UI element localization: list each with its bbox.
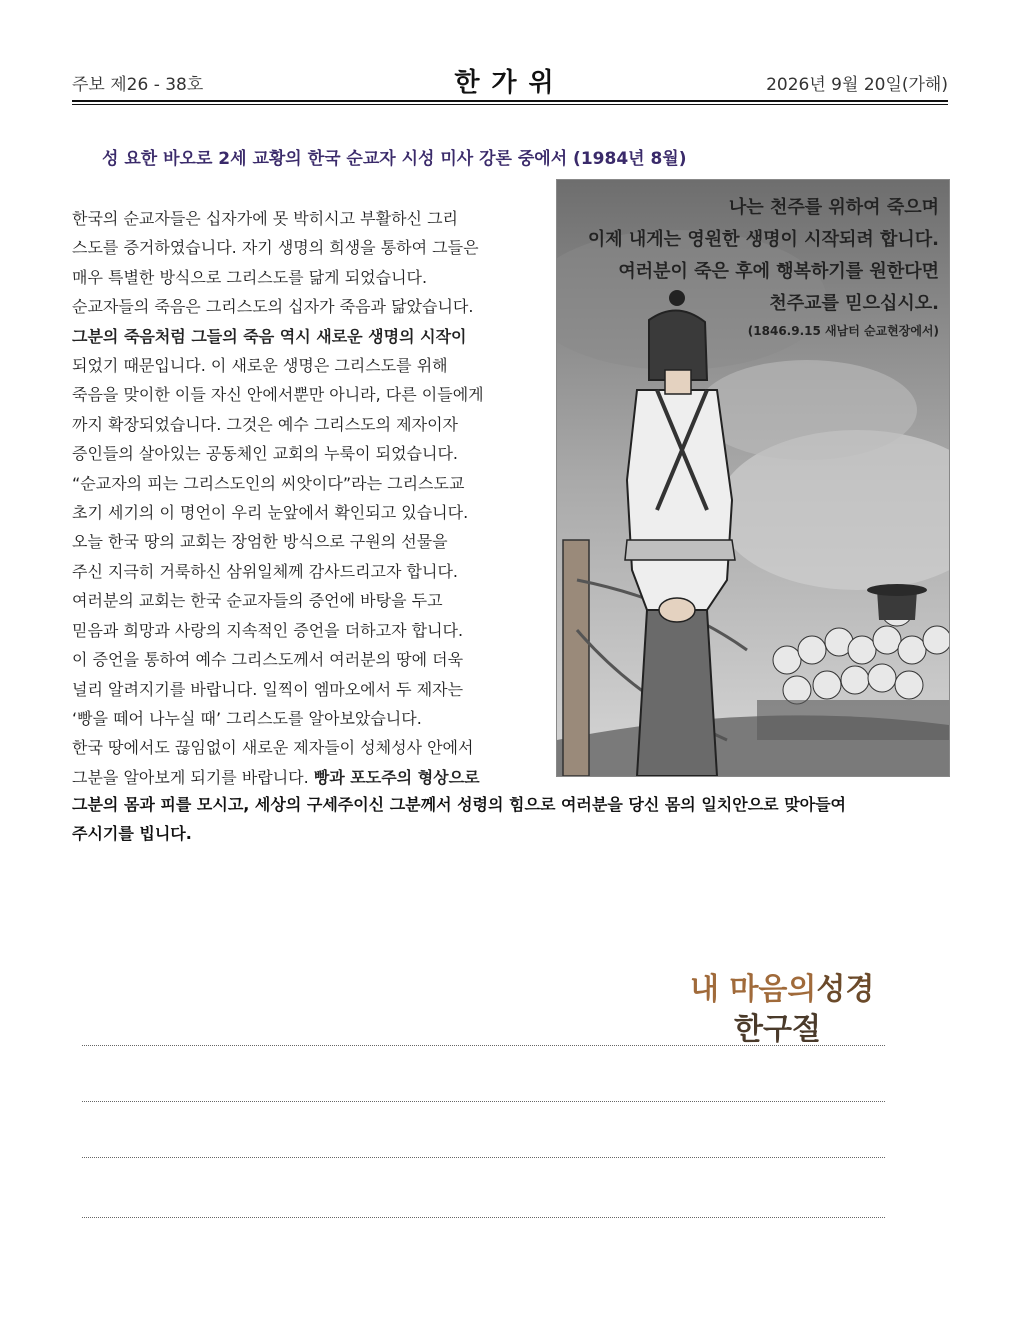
header-rule-thick [72, 100, 948, 102]
quote-source: (1846.9.15 새남터 순교현장에서) [747, 324, 939, 338]
issue-date: 2026년 9월 20일(가해) [766, 75, 948, 95]
body-line: 오늘 한국 땅의 교회는 장엄한 방식으로 구원의 선물을 [72, 532, 448, 552]
article-continuation [72, 790, 948, 849]
writing-line[interactable] [82, 1101, 885, 1102]
body-line: “순교자의 피는 그리스도인의 씨앗이다”라는 그리스도교 [72, 473, 465, 493]
body-line: 여러분의 교회는 한국 순교자들의 증언에 바탕을 두고 [72, 591, 443, 611]
body-line: 한국 땅에서도 끊임없이 새로운 제자들이 성체성사 안에서 [72, 738, 474, 758]
body-line: 순교자들의 죽음은 그리스도의 십자가 죽음과 닮았습니다. [72, 297, 474, 317]
continuation-line: 주시기를 빕니다. [72, 824, 192, 844]
quote-line: 천주교를 믿으십시오. [769, 293, 939, 314]
continuation-line: 그분의 몸과 피를 모시고, 세상의 구세주이신 그분께서 성령의 힘으로 여러분을 당신 몸의 일치안으로 맞아들여 [72, 795, 847, 814]
body-line: 주신 지극히 거룩하신 삼위일체께 감사드리고자 합니다. [72, 561, 459, 581]
martyr-illustration [556, 179, 950, 777]
my-heart-bible-verse-logo [690, 960, 940, 1056]
article-subtitle: 성 요한 바오로 2세 교황의 한국 순교자 시성 미사 강론 중에서 (1984년 8월) [102, 149, 687, 169]
body-line-bold: 그분의 죽음처럼 그들의 죽음 역시 새로운 생명의 시작이 [72, 326, 467, 346]
quote-line: 나는 천주를 위하여 죽으며 [728, 197, 939, 218]
body-line: 널리 알려지기를 바랍니다. 일찍이 엠마오에서 두 제자는 [72, 679, 464, 699]
article-body [72, 204, 542, 792]
body-last-bold: 빵과 포도주의 형상으로 [313, 767, 480, 787]
body-line: 스도를 증거하였습니다. 자기 생명의 희생을 통하여 그들은 [72, 238, 479, 258]
logo-word-bible: 성경 [816, 972, 875, 1007]
writing-line[interactable] [82, 1157, 885, 1158]
issue-number: 주보 제26 - 38호 [72, 75, 204, 95]
martyr-quote [588, 192, 939, 342]
page-header [72, 62, 948, 102]
body-line: 증인들의 살아있는 공동체인 교회의 누룩이 되었습니다. [72, 444, 459, 464]
header-rule-thin [72, 104, 948, 105]
body-line: 되었기 때문입니다. 이 새로운 생명은 그리스도를 위해 [72, 356, 448, 376]
quote-line: 이제 내게는 영원한 생명이 시작되려 합니다. [587, 229, 939, 250]
body-line: 이 증언을 통하여 예수 그리스도께서 여러분의 땅에 더욱 [72, 650, 464, 670]
body-line: 믿음과 희망과 사랑의 지속적인 증언을 더하고자 합니다. [72, 620, 464, 640]
writing-line[interactable] [82, 1217, 885, 1218]
logo-word-my: 내 [690, 972, 730, 1007]
body-line: ‘빵을 떼어 나누실 때’ 그리스도를 알아보았습니다. [72, 708, 422, 728]
logo-line-2: 한구절 [734, 1012, 821, 1047]
body-last-plain: 그분을 알아보게 되기를 바랍니다. [72, 767, 314, 787]
body-line: 까지 확장되었습니다. 그것은 예수 그리스도의 제자이자 [72, 414, 459, 434]
logo-line-1 [690, 964, 874, 1008]
body-line: 매우 특별한 방식으로 그리스도를 닮게 되었습니다. [72, 267, 428, 287]
quote-line: 여러분이 죽은 후에 행복하기를 원한다면 [618, 261, 939, 282]
bulletin-title: 한가위 [454, 68, 566, 98]
body-line: 죽음을 맞이한 이들 자신 안에서뿐만 아니라, 다른 이들에게 [72, 385, 484, 405]
logo-word-heart: 마음의 [729, 972, 817, 1007]
writing-line[interactable] [82, 1045, 885, 1046]
body-line: 초기 세기의 이 명언이 우리 눈앞에서 확인되고 있습니다. [72, 503, 469, 523]
body-line: 한국의 순교자들은 십자가에 못 박히시고 부활하신 그리 [72, 209, 459, 228]
body-line-last [72, 763, 542, 792]
